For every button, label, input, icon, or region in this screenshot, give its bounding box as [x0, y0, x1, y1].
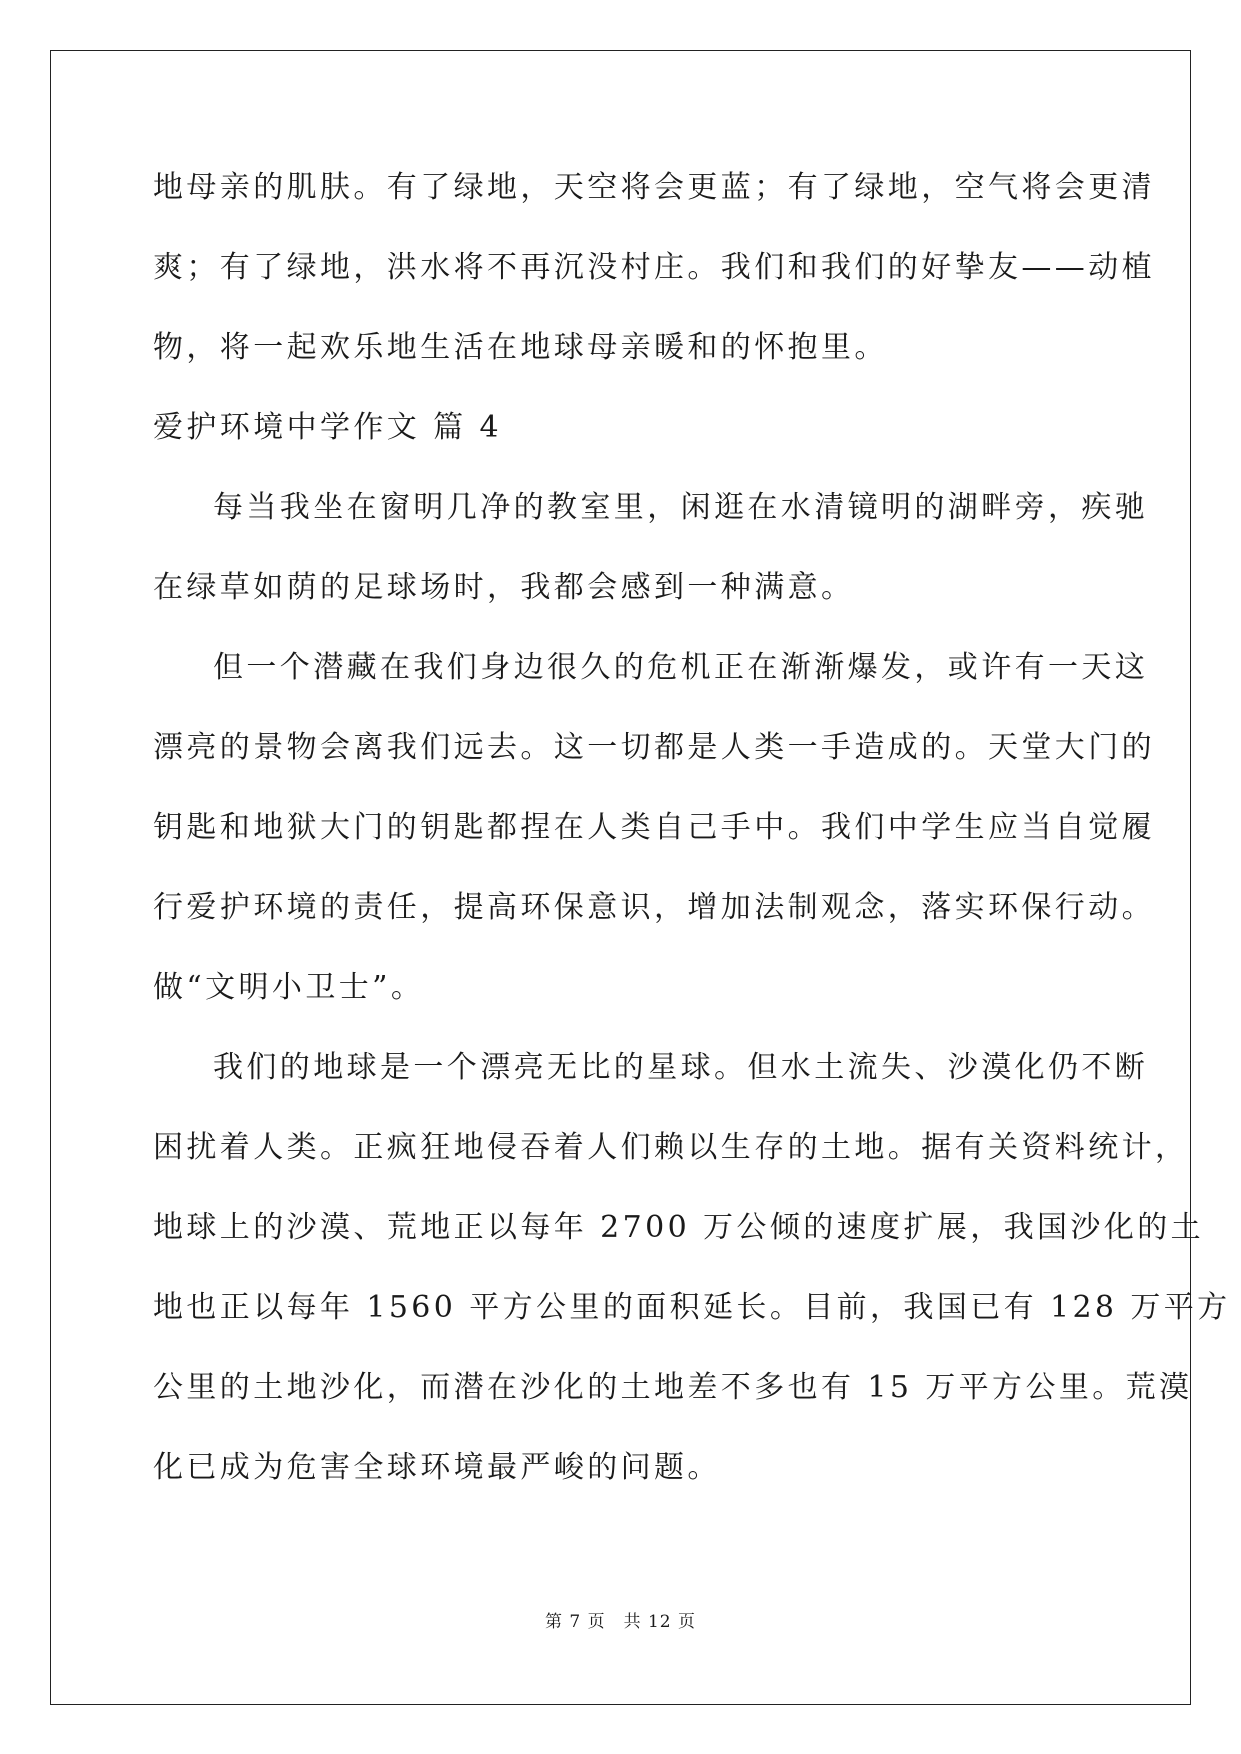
body-text-line: 地也正以每年 1560 平方公里的面积延长。目前，我国已有 128 万平方: [153, 1290, 1231, 1325]
body-text-line: 困扰着人类。正疯狂地侵吞着人们赖以生存的土地。据有关资料统计，: [153, 1130, 1189, 1165]
section-heading: 爱护环境中学作文 篇 4: [153, 410, 502, 445]
paragraph-first-line: 我们的地球是一个漂亮无比的星球。但水土流失、沙漠化仍不断: [213, 1050, 1149, 1085]
body-text-line: 钥匙和地狱大门的钥匙都捏在人类自己手中。我们中学生应当自觉履: [153, 810, 1155, 845]
page-number-footer: 第 7 页 共 12 页: [544, 1612, 697, 1632]
body-text-line: 物，将一起欢乐地生活在地球母亲暖和的怀抱里。: [153, 330, 888, 365]
body-text-line: 化已成为危害全球环境最严峻的问题。: [153, 1450, 721, 1485]
body-text-line: 地母亲的肌肤。有了绿地，天空将会更蓝；有了绿地，空气将会更清: [153, 170, 1155, 205]
body-text-line: 公里的土地沙化，而潜在沙化的土地差不多也有 15 万平方公里。荒漠: [153, 1370, 1193, 1405]
body-text-line: 做“文明小卫士”。: [153, 970, 425, 1005]
paragraph-first-line: 每当我坐在窗明几净的教室里，闲逛在水清镜明的湖畔旁，疾驰: [213, 490, 1149, 525]
body-text-line: 爽；有了绿地，洪水将不再沉没村庄。我们和我们的好挚友——动植: [153, 250, 1155, 285]
body-text-line: 在绿草如荫的足球场时，我都会感到一种满意。: [153, 570, 855, 605]
body-text-line: 行爱护环境的责任，提高环保意识，增加法制观念，落实环保行动。: [153, 890, 1155, 925]
body-text-line: 地球上的沙漠、荒地正以每年 2700 万公倾的速度扩展，我国沙化的土: [153, 1210, 1205, 1245]
paragraph-first-line: 但一个潜藏在我们身边很久的危机正在渐渐爆发，或许有一天这: [213, 650, 1149, 685]
body-text-line: 漂亮的景物会离我们远去。这一切都是人类一手造成的。天堂大门的: [153, 730, 1155, 765]
